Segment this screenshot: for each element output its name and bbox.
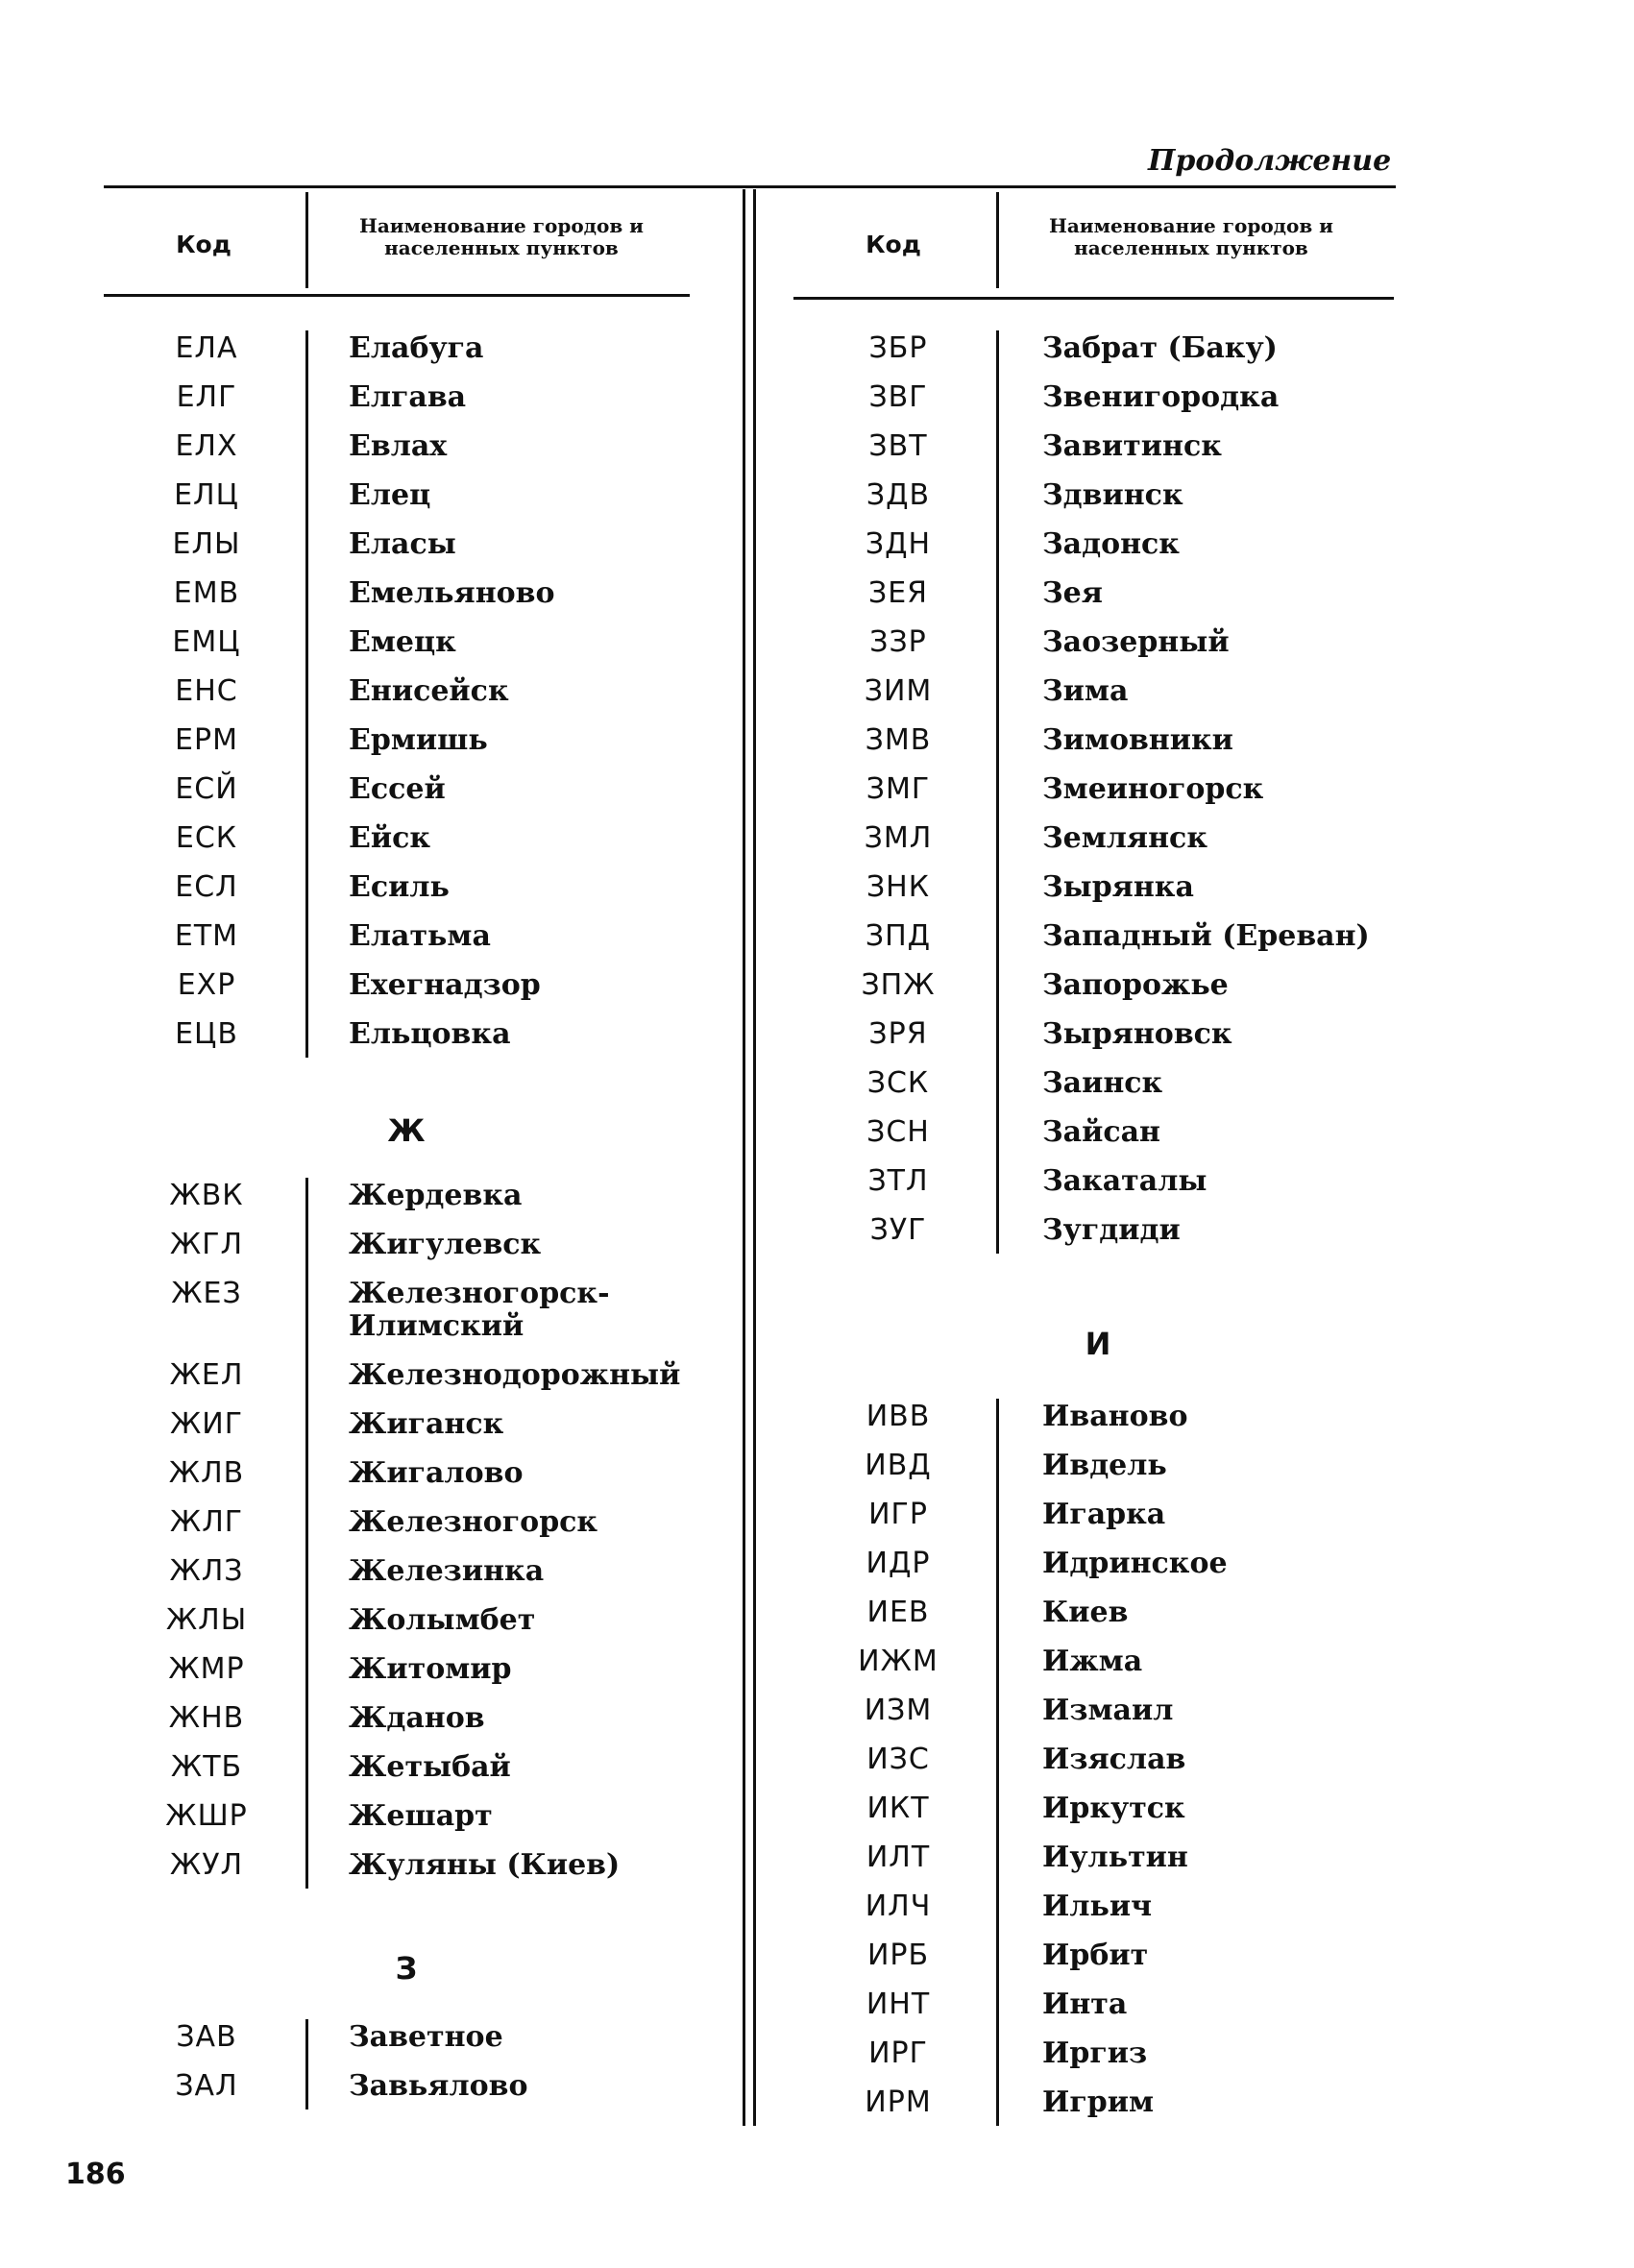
- code-cell: ЕРМ: [175, 723, 238, 757]
- top-rule: [104, 185, 1396, 188]
- name-cell: Заинск: [1042, 1066, 1163, 1100]
- section-letter: Ж: [387, 1112, 426, 1149]
- code-cell: ЗПЖ: [861, 968, 936, 1002]
- code-cell: ЖЛЫ: [165, 1603, 248, 1637]
- code-cell: ЗМГ: [866, 772, 931, 806]
- code-cell: ЖЕЗ: [171, 1277, 242, 1310]
- name-cell: Ермишь: [349, 723, 488, 757]
- name-cell: Западный (Ереван): [1042, 919, 1370, 953]
- code-cell: ЗАЛ: [175, 2069, 238, 2103]
- code-cell: ЕСЙ: [175, 772, 238, 806]
- name-cell: Инта: [1042, 1988, 1128, 2021]
- code-cell: ИЕВ: [866, 1596, 930, 1629]
- code-cell: ЗТЛ: [867, 1164, 929, 1198]
- code-cell: ИНТ: [866, 1988, 931, 2021]
- name-cell: Есиль: [349, 870, 450, 904]
- name-cell: Жешарт: [349, 1799, 493, 1833]
- code-cell: ЗВГ: [868, 380, 928, 414]
- code-cell: ИЛЧ: [865, 1890, 932, 1923]
- code-cell: ЗВТ: [868, 429, 928, 463]
- code-name-separator: [996, 330, 999, 1254]
- code-name-separator: [996, 1399, 999, 2126]
- code-cell: ИКТ: [866, 1792, 930, 1825]
- name-cell: Ижма: [1042, 1645, 1143, 1678]
- code-cell: ИЛТ: [866, 1841, 931, 1874]
- name-cell: Ильич: [1042, 1890, 1153, 1923]
- name-cell: Елец: [349, 478, 431, 512]
- name-cell: Ивдель: [1042, 1449, 1167, 1482]
- name-cell: Завьялово: [349, 2069, 528, 2103]
- name-cell: Заветное: [349, 2020, 503, 2054]
- name-cell: Игрим: [1042, 2085, 1155, 2119]
- code-cell: ЗНК: [866, 870, 931, 904]
- name-cell: Жигалово: [349, 1456, 524, 1490]
- code-cell: ЗДН: [865, 527, 932, 561]
- code-cell: ЖЛГ: [169, 1505, 244, 1539]
- code-name-separator: [305, 1178, 308, 1889]
- name-cell: Игарка: [1042, 1498, 1166, 1531]
- name-cell: Иультин: [1042, 1841, 1188, 1874]
- page-number: 186: [65, 2158, 126, 2191]
- name-cell: Идринское: [1042, 1547, 1228, 1580]
- code-cell: ИРБ: [866, 1939, 930, 1972]
- name-cell: Заозерный: [1042, 625, 1230, 659]
- code-cell: ИГР: [868, 1498, 928, 1531]
- code-cell: ЕМВ: [173, 576, 240, 610]
- code-cell: ЕЛА: [175, 331, 238, 365]
- code-cell: ЗБР: [868, 331, 928, 365]
- name-cell: Елатьма: [349, 919, 491, 953]
- code-cell: ЗИМ: [864, 674, 933, 708]
- code-cell: ИЗМ: [864, 1694, 933, 1727]
- name-cell: Зима: [1042, 674, 1129, 708]
- name-cell: Землянск: [1042, 821, 1207, 855]
- name-cell: Зимовники: [1042, 723, 1233, 757]
- name-cell: Змеиногорск: [1042, 772, 1264, 806]
- name-cell: Зыряновск: [1042, 1017, 1232, 1051]
- right-code-header: Код: [866, 231, 921, 258]
- code-cell: ЖМР: [168, 1652, 245, 1686]
- code-cell: ЖНВ: [168, 1701, 245, 1735]
- continuation-label: Продолжение: [1148, 144, 1392, 178]
- name-cell: Киев: [1042, 1596, 1129, 1629]
- name-cell: Елабуга: [349, 331, 484, 365]
- code-cell: ЕТМ: [174, 919, 239, 953]
- code-cell: ЕНС: [175, 674, 238, 708]
- code-cell: ЗЕЯ: [867, 576, 929, 610]
- name-cell: Жуляны (Киев): [349, 1848, 621, 1882]
- code-cell: ЕЦВ: [175, 1017, 238, 1051]
- code-cell: ЕМЦ: [172, 625, 241, 659]
- name-cell: Здвинск: [1042, 478, 1183, 512]
- name-cell: Измаил: [1042, 1694, 1174, 1727]
- name-cell: Звенигородка: [1042, 380, 1280, 414]
- code-cell: ЗЗР: [869, 625, 927, 659]
- name-cell: Зея: [1042, 576, 1103, 610]
- name-cell: Жолымбет: [349, 1603, 536, 1637]
- code-cell: ЗСК: [866, 1066, 930, 1100]
- code-cell: ЕЛХ: [175, 429, 238, 463]
- name-cell: Железногорск-Илимский: [349, 1277, 610, 1343]
- code-cell: ЕСЛ: [175, 870, 238, 904]
- name-cell: Ирбит: [1042, 1939, 1149, 1972]
- code-cell: ЗСН: [866, 1115, 930, 1149]
- code-cell: ЗМВ: [865, 723, 932, 757]
- name-cell: Запорожье: [1042, 968, 1229, 1002]
- code-cell: ИЖМ: [858, 1645, 939, 1678]
- right-name-header: Наименование городов и населенных пунктов: [1048, 214, 1334, 259]
- code-cell: ЖШР: [165, 1799, 248, 1833]
- name-cell: Железнодорожный: [349, 1358, 681, 1392]
- code-cell: ЕХР: [177, 968, 236, 1002]
- name-cell: Ессей: [349, 772, 446, 806]
- name-cell: Жигулевск: [349, 1228, 542, 1261]
- code-cell: ЕЛГ: [176, 380, 237, 414]
- name-cell: Жетыбай: [349, 1750, 511, 1784]
- name-cell: Ельцовка: [349, 1017, 511, 1051]
- center-divider: [743, 189, 756, 2126]
- right-header-separator: [996, 192, 999, 288]
- left-name-header: Наименование городов и населенных пунктов: [358, 214, 645, 259]
- right-header-rule: [793, 297, 1394, 300]
- code-cell: ЖЕЛ: [169, 1358, 244, 1392]
- code-cell: ЗПД: [865, 919, 932, 953]
- name-cell: Жердевка: [349, 1179, 523, 1212]
- name-cell: Жиганск: [349, 1407, 504, 1441]
- name-cell: Иваново: [1042, 1400, 1188, 1433]
- name-cell: Завитинск: [1042, 429, 1222, 463]
- code-cell: ИРГ: [868, 2036, 928, 2070]
- name-cell: Ехегнадзор: [349, 968, 541, 1002]
- name-cell: Елгава: [349, 380, 467, 414]
- code-cell: ИДР: [866, 1547, 931, 1580]
- name-cell: Забрат (Баку): [1042, 331, 1278, 365]
- name-cell: Иргиз: [1042, 2036, 1148, 2070]
- name-cell: Железногорск: [349, 1505, 598, 1539]
- code-cell: ЖГЛ: [169, 1228, 244, 1261]
- left-header-separator: [305, 192, 308, 288]
- left-header-rule: [104, 294, 690, 297]
- name-cell: Енисейск: [349, 674, 509, 708]
- name-cell: Железинка: [349, 1554, 545, 1588]
- code-cell: ЕЛЫ: [172, 527, 241, 561]
- code-name-separator: [305, 2019, 308, 2109]
- code-cell: ЗУГ: [869, 1213, 927, 1247]
- code-cell: ЖЛВ: [168, 1456, 245, 1490]
- name-cell: Емецк: [349, 625, 456, 659]
- name-cell: Зайсан: [1042, 1115, 1160, 1149]
- name-cell: Еласы: [349, 527, 456, 561]
- name-cell: Задонск: [1042, 527, 1180, 561]
- section-letter: И: [1085, 1326, 1111, 1362]
- code-cell: ЗДВ: [866, 478, 931, 512]
- code-cell: ЗАВ: [176, 2020, 237, 2054]
- code-cell: ЗРЯ: [868, 1017, 928, 1051]
- name-cell: Ейск: [349, 821, 431, 855]
- code-name-separator: [305, 330, 308, 1058]
- code-cell: ЕЛЦ: [174, 478, 239, 512]
- code-cell: ЖВК: [169, 1179, 244, 1212]
- code-cell: ЖТБ: [170, 1750, 243, 1784]
- code-cell: ИВВ: [866, 1400, 931, 1433]
- code-cell: ЕСК: [175, 821, 238, 855]
- code-cell: ИЗС: [866, 1743, 930, 1776]
- code-cell: ИРМ: [865, 2085, 932, 2119]
- name-cell: Житомир: [349, 1652, 512, 1686]
- code-cell: ЖИГ: [169, 1407, 244, 1441]
- code-cell: ЗМЛ: [864, 821, 933, 855]
- name-cell: Жданов: [349, 1701, 485, 1735]
- name-cell: Иркутск: [1042, 1792, 1185, 1825]
- name-cell: Евлах: [349, 429, 448, 463]
- code-cell: ЖЛЗ: [169, 1554, 244, 1588]
- code-cell: ИВД: [865, 1449, 932, 1482]
- name-cell: Зугдиди: [1042, 1213, 1181, 1247]
- name-cell: Изяслав: [1042, 1743, 1186, 1776]
- name-cell: Зырянка: [1042, 870, 1194, 904]
- left-code-header: Код: [176, 231, 232, 258]
- name-cell: Закаталы: [1042, 1164, 1207, 1198]
- section-letter: З: [395, 1950, 418, 1987]
- code-cell: ЖУЛ: [169, 1848, 244, 1882]
- name-cell: Емельяново: [349, 576, 555, 610]
